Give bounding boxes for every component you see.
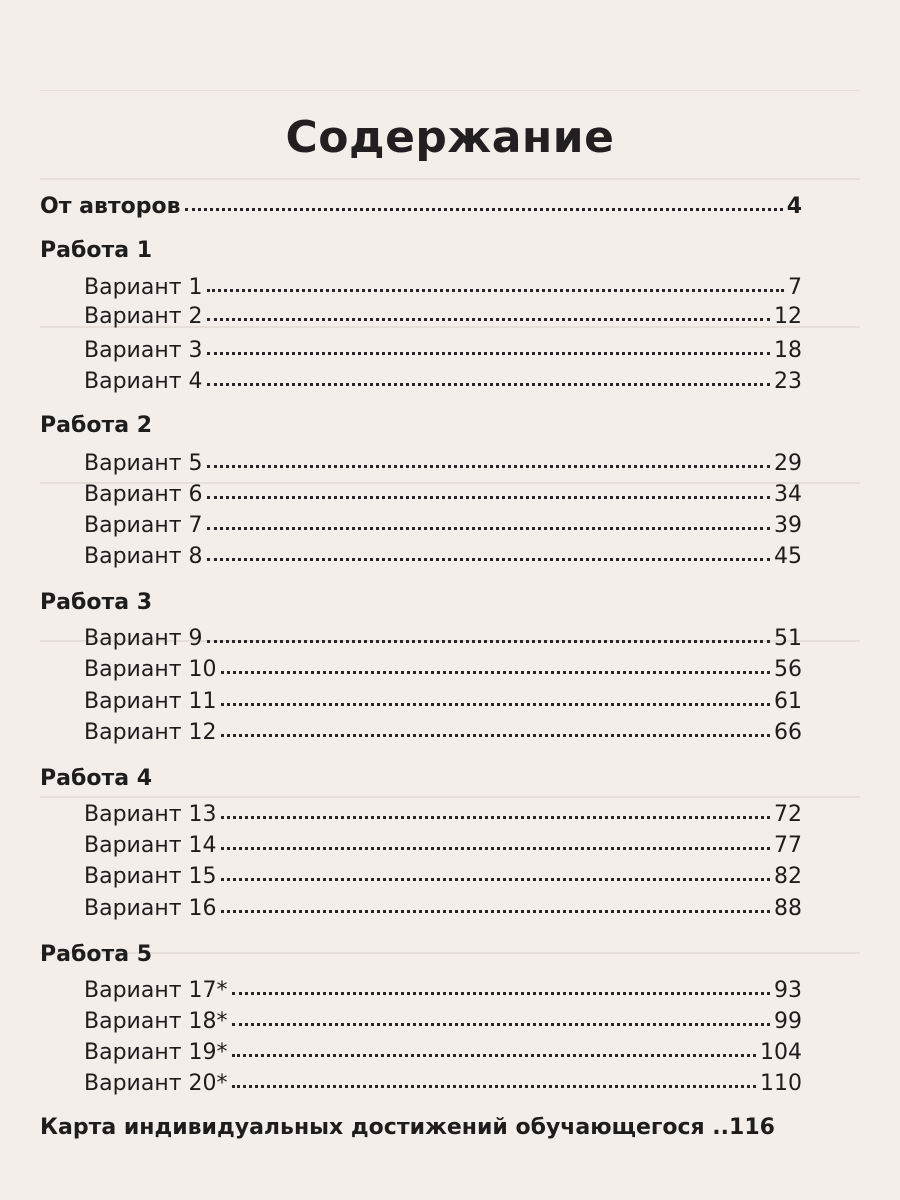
toc-entry-variant[interactable] (84, 337, 802, 365)
toc-entry-label: Карта индивидуальных достижений обучающегося .. (40, 1115, 730, 1140)
leader-dots (232, 1039, 756, 1059)
toc-entry-label: Вариант 20* (84, 1071, 228, 1096)
toc-page-number: 56 (774, 657, 802, 682)
toc-entry-label: Вариант 16 (84, 896, 217, 921)
toc-entry-label: Вариант 13 (84, 802, 217, 827)
toc-page-number: 39 (774, 513, 802, 538)
show-through-header (40, 60, 860, 91)
toc-entry-label: Вариант 2 (84, 304, 203, 329)
toc-page-number: 99 (774, 1009, 802, 1034)
toc-entry-variant[interactable] (84, 368, 802, 396)
leader-dots (207, 512, 770, 532)
toc-entry-label: Вариант 6 (84, 482, 203, 507)
leader-dots (221, 832, 770, 852)
toc-entry-variant[interactable] (84, 801, 802, 829)
toc-entry-label: Вариант 15 (84, 864, 217, 889)
toc-entry-variant[interactable] (84, 303, 802, 331)
toc-page-number: 51 (774, 626, 802, 651)
toc-page-number: 23 (774, 369, 802, 394)
toc-page-number: 82 (774, 864, 802, 889)
toc-entry-variant[interactable] (84, 977, 802, 1005)
leader-dots (221, 719, 770, 739)
leader-dots (221, 801, 770, 821)
toc-entry-variant[interactable] (84, 688, 802, 716)
toc-page-number: 77 (774, 833, 802, 858)
leader-dots (232, 977, 770, 997)
toc-page-number: 61 (774, 689, 802, 714)
toc-entry-label: Вариант 10 (84, 657, 217, 682)
toc-entry-variant[interactable] (84, 832, 802, 860)
toc-entry-label: Вариант 4 (84, 369, 203, 394)
leader-dots (207, 274, 784, 294)
leader-dots (232, 1070, 756, 1090)
toc-entry-variant[interactable] (84, 481, 802, 509)
toc-entry-closing[interactable] (40, 1114, 802, 1142)
toc-entry-label: Вариант 7 (84, 513, 203, 538)
leader-dots (221, 895, 770, 915)
section-heading: Работа 3 (40, 590, 153, 615)
toc-entry-label: Вариант 3 (84, 338, 203, 363)
toc-entry-label: Вариант 11 (84, 689, 217, 714)
toc-entry-label: От авторов (40, 194, 181, 219)
leader-dots (207, 368, 770, 388)
section-heading: Работа 1 (40, 238, 153, 263)
toc-page-number: 72 (774, 802, 802, 827)
toc-entry-variant[interactable] (84, 895, 802, 923)
toc-entry-label: Вариант 18* (84, 1009, 228, 1034)
toc-page-number: 88 (774, 896, 802, 921)
toc-entry-variant[interactable] (84, 274, 802, 302)
toc-page-number: 116 (729, 1115, 775, 1140)
page-title: Содержание (285, 112, 615, 163)
leader-dots (221, 656, 770, 676)
toc-page-number: 110 (760, 1071, 802, 1096)
toc-page-number: 45 (774, 544, 802, 569)
toc-page-number: 29 (774, 451, 802, 476)
leader-dots (232, 1008, 770, 1028)
toc-page-number: 104 (760, 1040, 802, 1065)
leader-dots (207, 303, 770, 323)
toc-page-number: 93 (774, 978, 802, 1003)
toc-entry-variant[interactable] (84, 1039, 802, 1067)
toc-entry-variant[interactable] (84, 719, 802, 747)
leader-dots (185, 193, 783, 213)
leader-dots (207, 543, 770, 563)
toc-entry-variant[interactable] (84, 625, 802, 653)
leader-dots (221, 688, 770, 708)
toc-page-number: 66 (774, 720, 802, 745)
show-through-line (40, 178, 860, 180)
toc-page-number: 12 (774, 304, 802, 329)
toc-entry-variant[interactable] (84, 543, 802, 571)
toc-entry-label: Вариант 1 (84, 275, 203, 300)
toc-entry-variant[interactable] (84, 656, 802, 684)
show-through-line (40, 952, 860, 954)
leader-dots (207, 337, 770, 357)
toc-page-number: 4 (786, 194, 802, 219)
section-heading: Работа 4 (40, 766, 153, 791)
toc-page-number: 34 (774, 482, 802, 507)
show-through-line (40, 796, 860, 798)
toc-page-number: 7 (788, 275, 802, 300)
toc-entry-label: Вариант 5 (84, 451, 203, 476)
toc-entry-intro[interactable] (40, 193, 802, 221)
section-heading: Работа 5 (40, 942, 153, 967)
toc-entry-label: Вариант 8 (84, 544, 203, 569)
toc-entry-label: Вариант 17* (84, 978, 228, 1003)
toc-entry-label: Вариант 14 (84, 833, 217, 858)
toc-entry-variant[interactable] (84, 1008, 802, 1036)
toc-entry-label: Вариант 9 (84, 626, 203, 651)
leader-dots (207, 481, 770, 501)
toc-page-number: 18 (774, 338, 802, 363)
leader-dots (221, 863, 770, 883)
toc-entry-variant[interactable] (84, 1070, 802, 1098)
toc-entry-variant[interactable] (84, 450, 802, 478)
toc-entry-variant[interactable] (84, 863, 802, 891)
leader-dots (207, 450, 770, 470)
toc-entry-label: Вариант 19* (84, 1040, 228, 1065)
leader-dots (207, 625, 770, 645)
toc-entry-label: Вариант 12 (84, 720, 217, 745)
toc-entry-variant[interactable] (84, 512, 802, 540)
section-heading: Работа 2 (40, 413, 153, 438)
